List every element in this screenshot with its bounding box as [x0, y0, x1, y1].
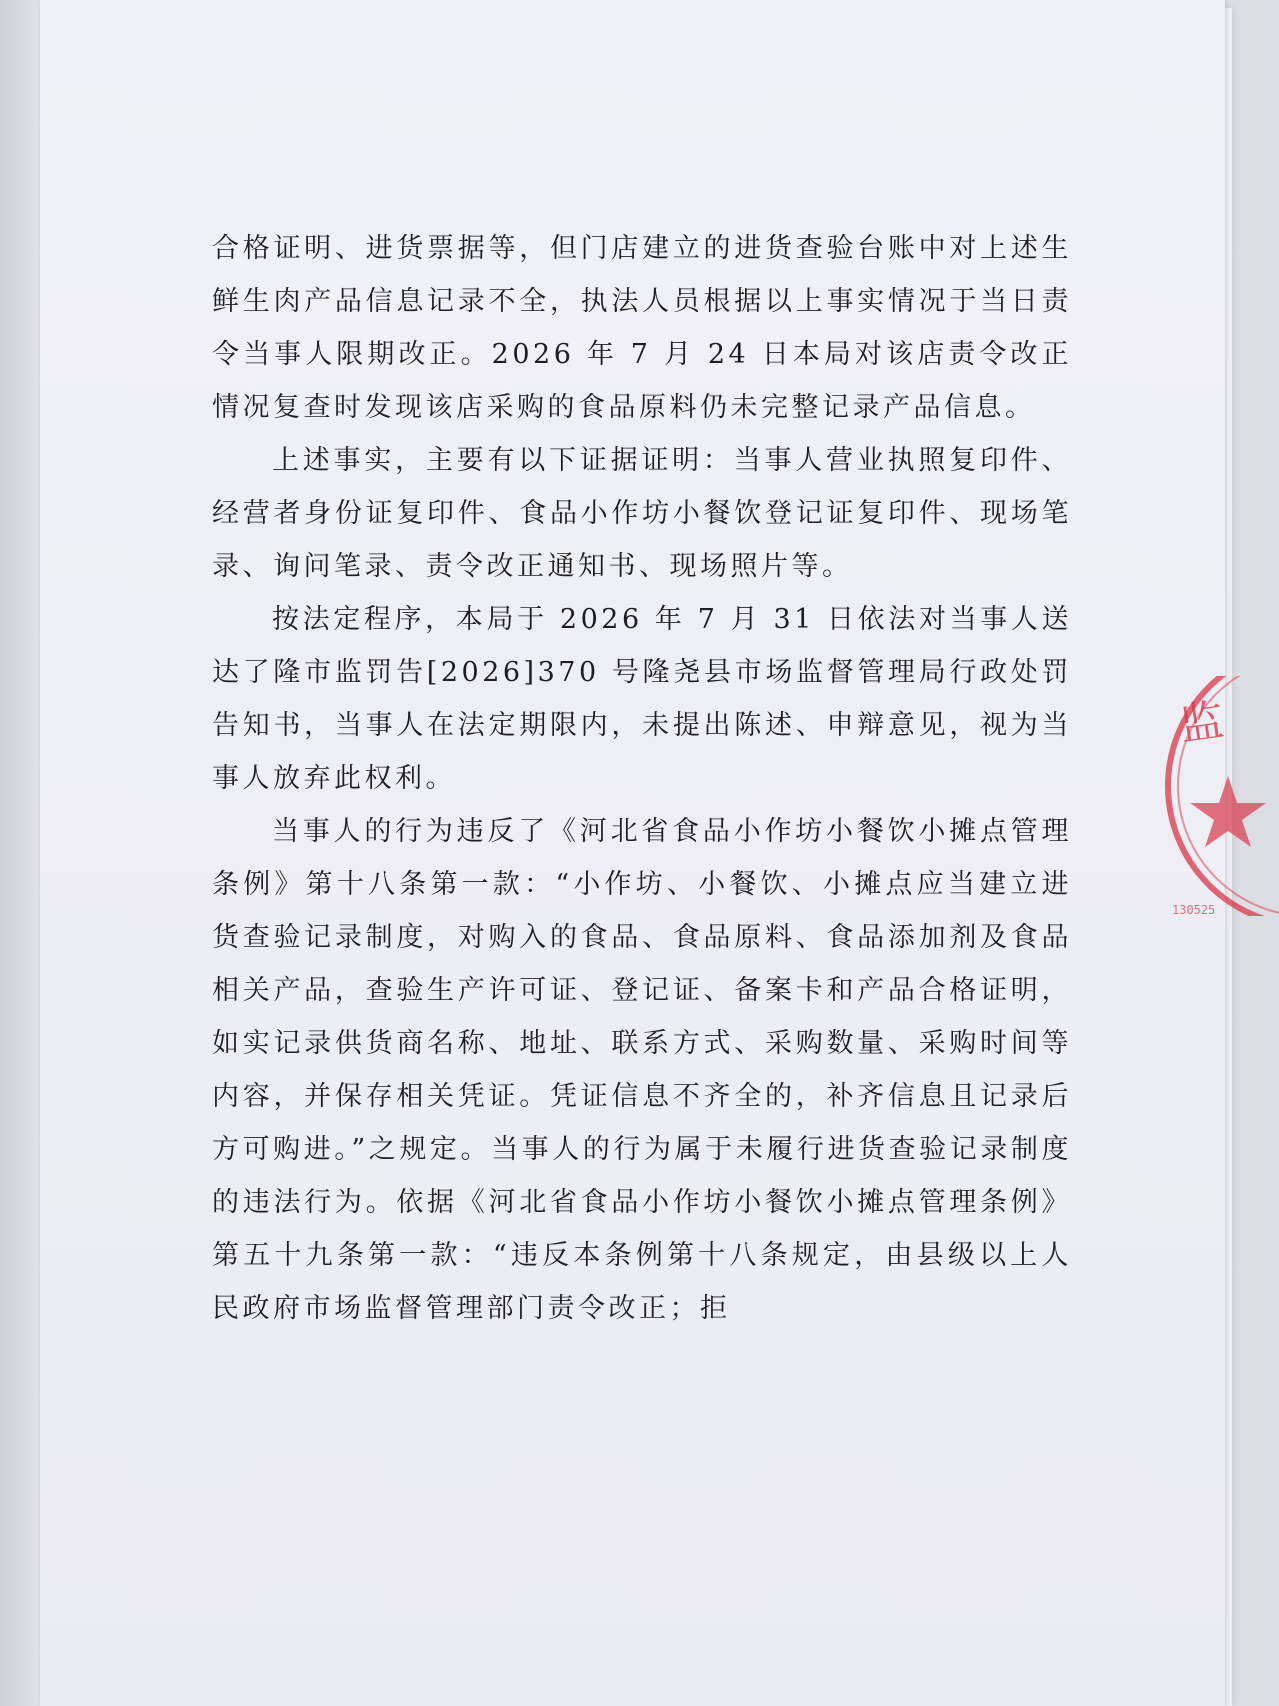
- paragraph-2: 上述事实，主要有以下证据证明：当事人营业执照复印件、经营者身份证复印件、食品小作坊小餐饮登记证复印件、现场笔录、询问笔录、责令改正通知书、现场照片等。: [212, 445, 1072, 582]
- document-body: [212, 222, 1072, 1335]
- seal-char: 监: [1176, 694, 1227, 752]
- paragraph-4: 当事人的行为违反了《河北省食品小作坊小餐饮小摊点管理条例》第十八条第一款：“小作坊、小餐饮、小摊点应当建立进货查验记录制度，对购入的食品、食品原料、食品添加剂及食品相关产品，查验生产许可证、登记证、备案卡和产品合格证明，如实记录供货商名称、地址、联系方式、采购数量、采购时间等内容，并保存相关凭证。凭证信息不齐全的，补齐信息且记录后方可购进。”之规定。当事人的行为属于未履行进货查验记录制度的违法行为。依据《河北省食品小作坊小餐饮小摊点管理条例》第五十九条第一款：“违反本条例第十八条规定，由县级以上人民政府市场监督管理部门责令改正；拒: [212, 816, 1072, 1324]
- seal-number: 130525: [1172, 903, 1216, 916]
- paragraph-1: 合格证明、进货票据等，但门店建立的进货查验台账中对上述生鲜生肉产品信息记录不全，执法人员根据以上事实情况于当日责令当事人限期改正。2026 年 7 月 24 日本局对该店责令改正情况复查时发现该店采购的食品原料仍未完整记录产品信息。: [212, 233, 1072, 423]
- seal-stamp-graphic: [1158, 676, 1279, 916]
- official-seal-partial: [1158, 676, 1279, 916]
- seal-star-icon: [1190, 776, 1266, 847]
- paragraph-3: 按法定程序，本局于 2026 年 7 月 31 日依法对当事人送达了隆市监罚告[2026]370 号隆尧县市场监督管理局行政处罚告知书，当事人在法定期限内，未提出陈述、申辩意见，视为当事人放弃此权利。: [212, 604, 1072, 794]
